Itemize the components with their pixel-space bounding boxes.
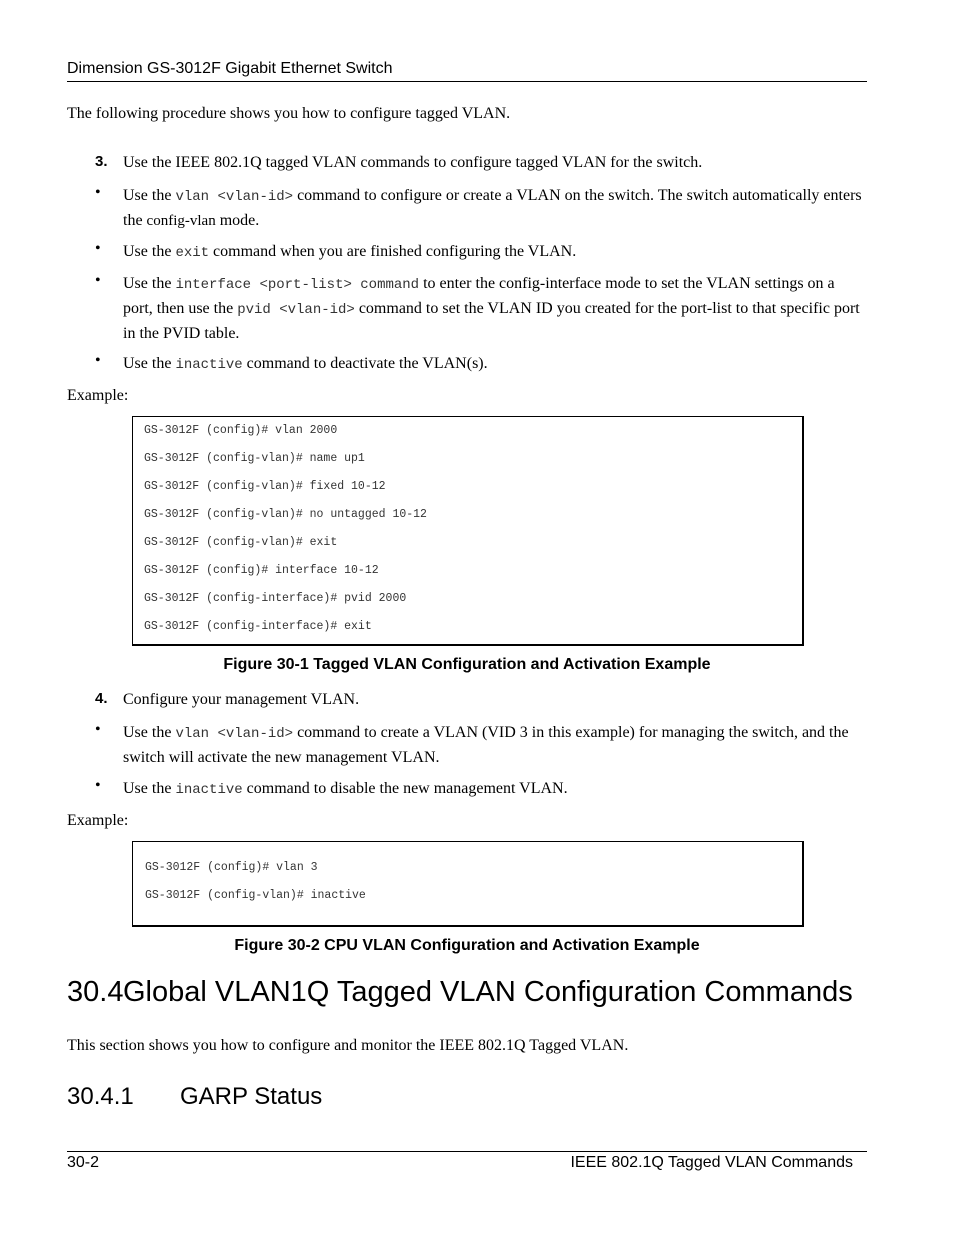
bullet-dot: • — [95, 184, 101, 201]
example-label: Example: — [67, 387, 129, 404]
subsection-title: GARP Status — [180, 1083, 323, 1110]
footer-rule — [67, 1151, 867, 1152]
section-intro: This section shows you how to configure and monitor the IEEE 802.1Q Tagged VLAN. — [67, 1037, 629, 1054]
intro-paragraph: The following procedure shows you how to configure tagged VLAN. — [67, 105, 511, 122]
header-rule — [67, 81, 867, 82]
section-number: 30.4 — [67, 976, 124, 1008]
bullet-item: Use the inactive command to deactivate the VLAN(s). — [123, 355, 488, 373]
subsection-number: 30.4.1 — [67, 1083, 134, 1110]
bullet-item: Use the vlan <vlan-id> command to configure or create a VLAN on the switch. The switch automatically enters the config-vlan mode. — [123, 187, 862, 229]
inline-code: inactive — [175, 782, 243, 798]
code-line: GS-3012F (config)# vlan 3 — [145, 861, 318, 874]
code-block — [132, 841, 804, 927]
figure-caption: Figure 30-1 Tagged VLAN Configuration and Activation Example — [223, 656, 711, 673]
bullet-dot: • — [95, 777, 101, 794]
bullet-dot: • — [95, 721, 101, 738]
step-number: 4. — [95, 690, 108, 707]
bullet-item: Use the inactive command to disable the new management VLAN. — [123, 780, 568, 798]
page-number: 30-2 — [67, 1154, 100, 1171]
header-title: Dimension GS-3012F Gigabit Ethernet Switch — [67, 60, 393, 77]
code-line: GS-3012F (config)# vlan 2000 — [144, 424, 338, 437]
code-line: GS-3012F (config-interface)# exit — [144, 620, 372, 633]
bullet-item: Use the interface <port-list> command to enter the config-interface mode to set the VLAN settings on a port, then use the pvid <vlan-id> command to set the VLAN ID you created for the port-list to that specific port in the PVID table. — [123, 275, 860, 342]
inline-code: pvid <vlan-id> — [237, 302, 355, 318]
inline-code: exit — [175, 245, 210, 261]
code-line: GS-3012F (config-vlan)# fixed 10-12 — [144, 480, 386, 493]
code-line: GS-3012F (config-vlan)# no untagged 10-12 — [144, 508, 427, 521]
code-block — [132, 416, 804, 646]
inline-code: interface <port-list> command — [175, 277, 420, 293]
code-line: GS-3012F (config-interface)# pvid 2000 — [144, 592, 407, 605]
inline-code: vlan <vlan-id> — [175, 189, 294, 205]
code-line: GS-3012F (config-vlan)# name up1 — [144, 452, 365, 465]
subsection-heading — [67, 1083, 322, 1111]
code-line: GS-3012F (config-vlan)# inactive — [145, 889, 366, 902]
inline-code: inactive — [175, 357, 243, 373]
figure-caption: Figure 30-2 CPU VLAN Configuration and Activation Example — [234, 937, 700, 954]
bullet-dot: • — [95, 272, 101, 289]
example-label: Example: — [67, 812, 129, 829]
chapter-title: IEEE 802.1Q Tagged VLAN Commands — [570, 1154, 853, 1171]
bullet-item: Use the vlan <vlan-id> command to create a VLAN (VID 3 in this example) for managing the switch, and the switch will activate the new management VLAN. — [123, 724, 849, 766]
section-heading — [67, 976, 853, 1009]
step-number: 3. — [95, 153, 108, 170]
bullet-dot: • — [95, 352, 101, 369]
step-text: Configure your management VLAN. — [123, 691, 360, 708]
bullet-item: Use the exit command when you are finished configuring the VLAN. — [123, 243, 577, 261]
section-title: Global VLAN1Q Tagged VLAN Configuration Commands — [123, 976, 853, 1008]
inline-code: vlan <vlan-id> — [175, 726, 294, 742]
step-text: Use the IEEE 802.1Q tagged VLAN commands to configure tagged VLAN for the switch. — [123, 154, 703, 171]
code-line: GS-3012F (config)# interface 10-12 — [144, 564, 379, 577]
bullet-dot: • — [95, 240, 101, 257]
code-line: GS-3012F (config-vlan)# exit — [144, 536, 338, 549]
